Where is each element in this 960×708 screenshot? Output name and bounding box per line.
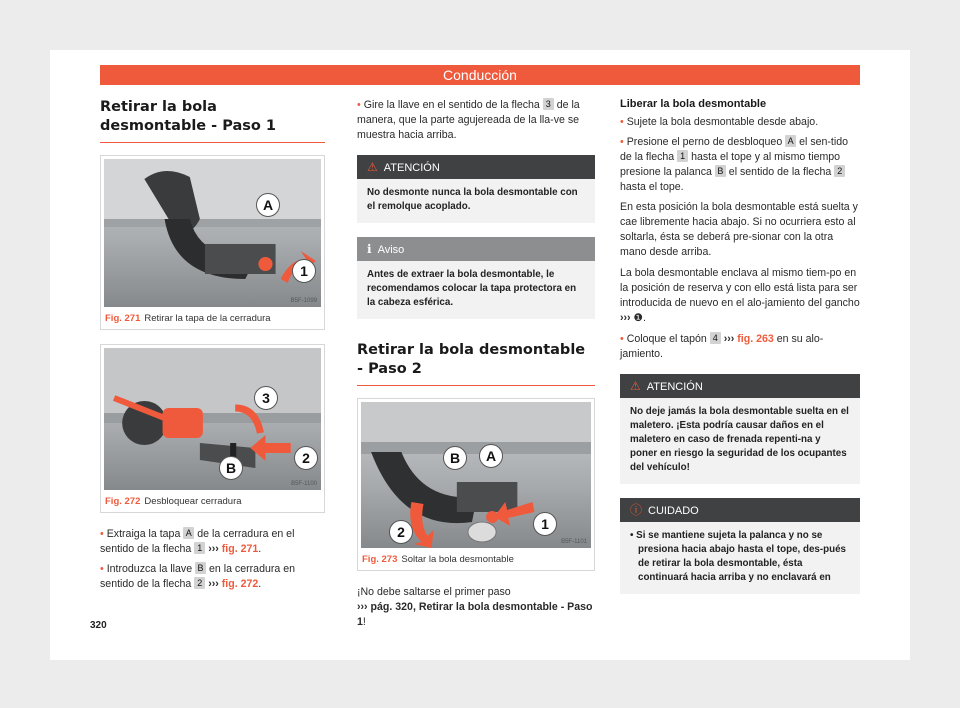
page-link[interactable]: pág. 320, Retirar la bola desmontable - Paso 1 (357, 601, 593, 628)
instruction-bullet: • Extraiga la tapa A de la cerradura en el sentido de la flecha 1 ››› fig. 271. (100, 528, 295, 555)
key-label: A (785, 135, 796, 147)
section-title-step1: Retirar la bola desmontable - Paso 1 (100, 98, 325, 143)
note-text: Antes de extraer la bola desmontable, le recomendamos colocar la tapa protectora en la cabeza esférica. (367, 269, 577, 308)
callout-1: 1 (533, 512, 557, 536)
figure-271-caption (101, 310, 324, 329)
warning-icon: ⚠ (367, 160, 378, 174)
bullet-dot: • (100, 563, 104, 575)
bullet-dot: • (620, 116, 624, 128)
callout-2: 2 (389, 520, 413, 544)
chapter-header: Conducción (100, 65, 860, 85)
figure-number: Fig. 271 (105, 313, 141, 324)
warning-header: ⚠ ATENCIÓN (620, 374, 860, 398)
figure-link[interactable]: fig. 263 (737, 333, 774, 345)
figure-273 (357, 398, 595, 571)
callout-3: 3 (254, 386, 278, 410)
step-reference-paragraph: ¡No debe saltarse el primer paso ››› pág. 320, Retirar la bola desmontable - Paso 1! (357, 586, 593, 628)
callout-b: B (443, 446, 467, 470)
key-label: 4 (710, 332, 721, 344)
key-label: 1 (677, 150, 688, 162)
image-code: B5F-1099 (290, 298, 317, 304)
instruction-bullet: • Gire la llave en el sentido de la flecha 3 de la manera, que la parte agujereada de la lla-ve se muestra hacia arriba. (357, 99, 580, 141)
key-label: B (195, 562, 206, 574)
callout-1: 1 (292, 259, 316, 283)
caption-text: Soltar la bola desmontable (401, 554, 514, 565)
column-3 (620, 98, 860, 594)
warning-text: No desmonte nunca la bola desmontable con el remolque acoplado. (367, 187, 578, 212)
page-number: 320 (90, 620, 107, 631)
figure-link[interactable]: fig. 272 (221, 578, 259, 590)
warning-icon: ⚠ (630, 379, 641, 393)
callout-b: B (219, 456, 243, 480)
key-label: B (715, 165, 726, 177)
column-2 (357, 98, 595, 636)
callout-a: A (479, 444, 503, 468)
key-label: 1 (194, 542, 205, 554)
figure-271-image (104, 159, 321, 307)
body-paragraph: La bola desmontable enclava al mismo tiem-po en la posición de reserva y con ello está lista para ser introducida de nuevo en el alo-jamiento del gancho ››› ❶. (620, 267, 860, 324)
figure-number: Fig. 272 (105, 496, 141, 507)
key-label: 2 (834, 165, 845, 177)
instruction-bullet: • Sujete la bola desmontable desde abajo. (620, 116, 819, 128)
warning-box (357, 155, 595, 223)
body-paragraph: En esta posición la bola desmontable está suelta y cae libremente hacia abajo. Si no ocurriera esto al soltarla, ésta se deberá pre-sionar con la otra mano desde arriba. (620, 201, 858, 258)
warning-text: No deje jamás la bola desmontable suelta en el maletero. ¡Esta podría causar daños en el maletero en caso de frenada repenti-na y poner en riesgo la seguridad de los ocupantes del vehículo! (630, 406, 849, 473)
note-box (357, 237, 595, 319)
figure-273-image (361, 402, 591, 548)
figure-272-caption (101, 493, 324, 512)
caution-box (620, 498, 860, 594)
figure-273-caption (358, 551, 594, 570)
column-1 (100, 98, 325, 597)
unlock-lock-illustration (104, 348, 321, 490)
figure-272 (100, 344, 325, 513)
bullet-dot: • (100, 528, 104, 540)
figure-number: Fig. 273 (362, 554, 398, 565)
instruction-bullet: • Coloque el tapón 4 ››› fig. 263 en su alo-jamiento. (620, 333, 824, 360)
instruction-bullet: • Introduzca la llave B en la cerradura en sentido de la flecha 2 ››› fig. 272. (100, 563, 295, 590)
caution-text: • Si se mantiene sujeta la palanca y no se presiona hacia abajo hasta el tope, des-pués de retirar la bola desmontable, ésta continuará hacia arriba y no enclavará en (630, 530, 846, 583)
figure-link[interactable]: fig. 271 (221, 543, 259, 555)
caution-icon: ⓘ (630, 503, 643, 517)
key-label: 3 (543, 98, 554, 110)
image-code: B5F-1100 (291, 481, 317, 487)
note-header: ℹ Aviso (357, 237, 595, 261)
bullet-dot: • (620, 136, 624, 148)
warning-box (620, 374, 860, 484)
figure-271 (100, 155, 325, 330)
tow-ball-cap-illustration (104, 159, 321, 307)
manual-page (50, 50, 910, 660)
instruction-bullet: • Presione el perno de desbloqueo A el sen-tido de la flecha 1 hasta el tope y al mismo tiempo presione la palanca B el sentido de la flecha 2 hasta el tope. (620, 136, 849, 193)
figure-272-image (104, 348, 321, 490)
callout-a: A (256, 193, 280, 217)
caption-text: Retirar la tapa de la cerradura (144, 313, 271, 324)
key-label: A (183, 527, 194, 539)
callout-2: 2 (294, 446, 318, 470)
caption-text: Desbloquear cerradura (144, 496, 242, 507)
subheading: Liberar la bola desmontable (620, 98, 767, 110)
warning-ref-icon[interactable]: ❶ (633, 312, 644, 324)
bullet-dot: • (620, 333, 624, 345)
info-icon: ℹ (367, 242, 372, 256)
caution-header: ⓘ CUIDADO (620, 498, 860, 522)
warning-header: ⚠ ATENCIÓN (357, 155, 595, 179)
bullet-dot: • (357, 99, 361, 111)
key-label: 2 (194, 577, 205, 589)
section-title-step2: Retirar la bola desmontable - Paso 2 (357, 341, 595, 386)
image-code: B5F-1101 (561, 539, 587, 545)
